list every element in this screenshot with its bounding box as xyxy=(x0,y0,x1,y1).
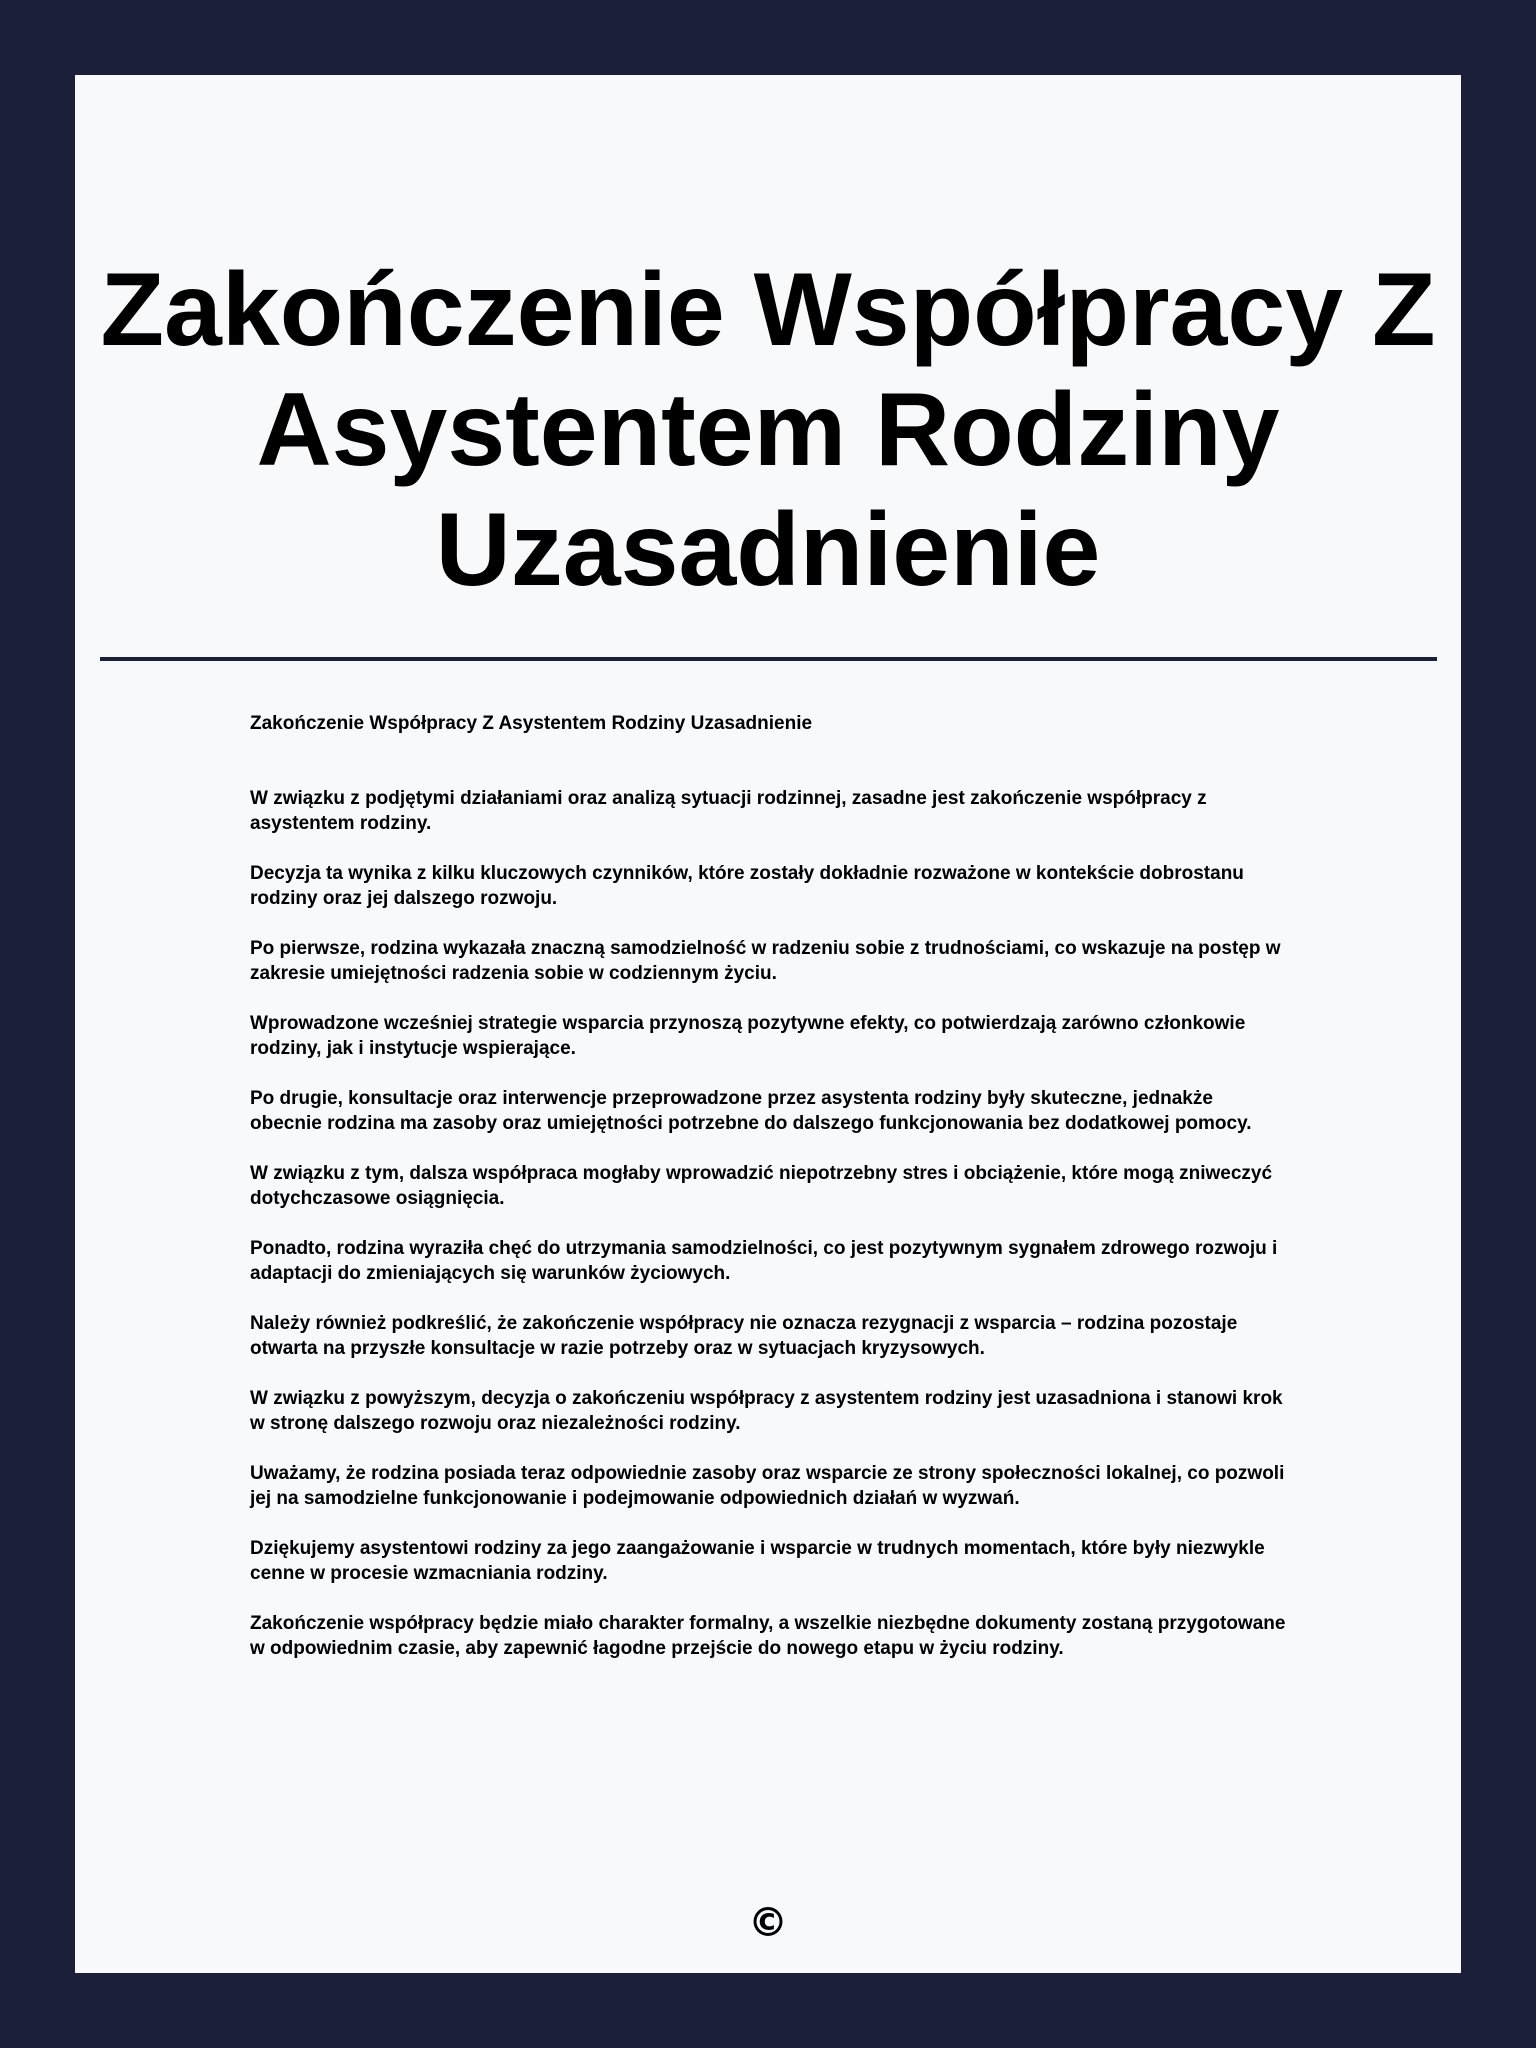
paragraph: W związku z tym, dalsza współpraca mogłaby wprowadzić niepotrzebny stres i obciążenie, które mogą zniweczyć dotychczasowe osiągnięcia. xyxy=(250,1163,1273,1209)
paragraph: Wprowadzone wcześniej strategie wsparcia przynoszą pozytywne efekty, co potwierdzają zarówno członkowie rodziny, jak i instytucje wspierające. xyxy=(250,1013,1246,1059)
page-title: Zakończenie Współpracy Z Asystentem Rodziny Uzasadnienie xyxy=(100,252,1436,608)
copyright-icon: © xyxy=(748,1900,788,1946)
document-body xyxy=(250,711,1290,1686)
paragraph: Po pierwsze, rodzina wykazała znaczną samodzielność w radzeniu sobie z trudnościami, co wskazuje na postęp w zakresie umiejętności radzenia sobie w codziennym życiu. xyxy=(250,938,1281,984)
title-divider xyxy=(100,657,1437,661)
document-page xyxy=(75,75,1461,1973)
paragraph: Dziękujemy asystentowi rodziny za jego zaangażowanie i wsparcie w trudnych momentach, które były niezwykle cenne w procesie wzmacniania rodziny. xyxy=(250,1538,1265,1584)
paragraph: W związku z podjętymi działaniami oraz analizą sytuacji rodzinnej, zasadne jest zakończenie współpracy z asystentem rodziny. xyxy=(250,788,1207,834)
paragraph: Ponadto, rodzina wyraziła chęć do utrzymania samodzielności, co jest pozytywnym sygnałem zdrowego rozwoju i adaptacji do zmieniających się warunków życiowych. xyxy=(250,1238,1278,1284)
paragraph: Uważamy, że rodzina posiada teraz odpowiednie zasoby oraz wsparcie ze strony społeczności lokalnej, co pozwoli jej na samodzielne funkcjonowanie i podejmowanie odpowiednich działań w wyzwań. xyxy=(250,1463,1285,1509)
paragraph: W związku z powyższym, decyzja o zakończeniu współpracy z asystentem rodziny jest uzasadniona i stanowi krok w stronę dalszego rozwoju oraz niezależności rodziny. xyxy=(250,1388,1283,1434)
paragraph: Decyzja ta wynika z kilku kluczowych czynników, które zostały dokładnie rozważone w kontekście dobrostanu rodziny oraz jej dalszego rozwoju. xyxy=(250,863,1244,909)
document-subtitle: Zakończenie Współpracy Z Asystentem Rodziny Uzasadnienie xyxy=(250,713,813,734)
paragraph: Zakończenie współpracy będzie miało charakter formalny, a wszelkie niezbędne dokumenty zostaną przygotowane w odpowiednim czasie, aby zapewnić łagodne przejście do nowego etapu w życiu rodziny. xyxy=(250,1613,1286,1659)
paragraph: Należy również podkreślić, że zakończenie współpracy nie oznacza rezygnacji z wsparcia – rodzina pozostaje otwarta na przyszłe konsultacje w razie potrzeby oraz w sytuacjach kryzysowych. xyxy=(250,1313,1238,1359)
paragraph: Po drugie, konsultacje oraz interwencje przeprowadzone przez asystenta rodziny były skuteczne, jednakże obecnie rodzina ma zasoby oraz umiejętności potrzebne do dalszego funkcjonowania bez dodatkowej pomocy. xyxy=(250,1088,1252,1134)
